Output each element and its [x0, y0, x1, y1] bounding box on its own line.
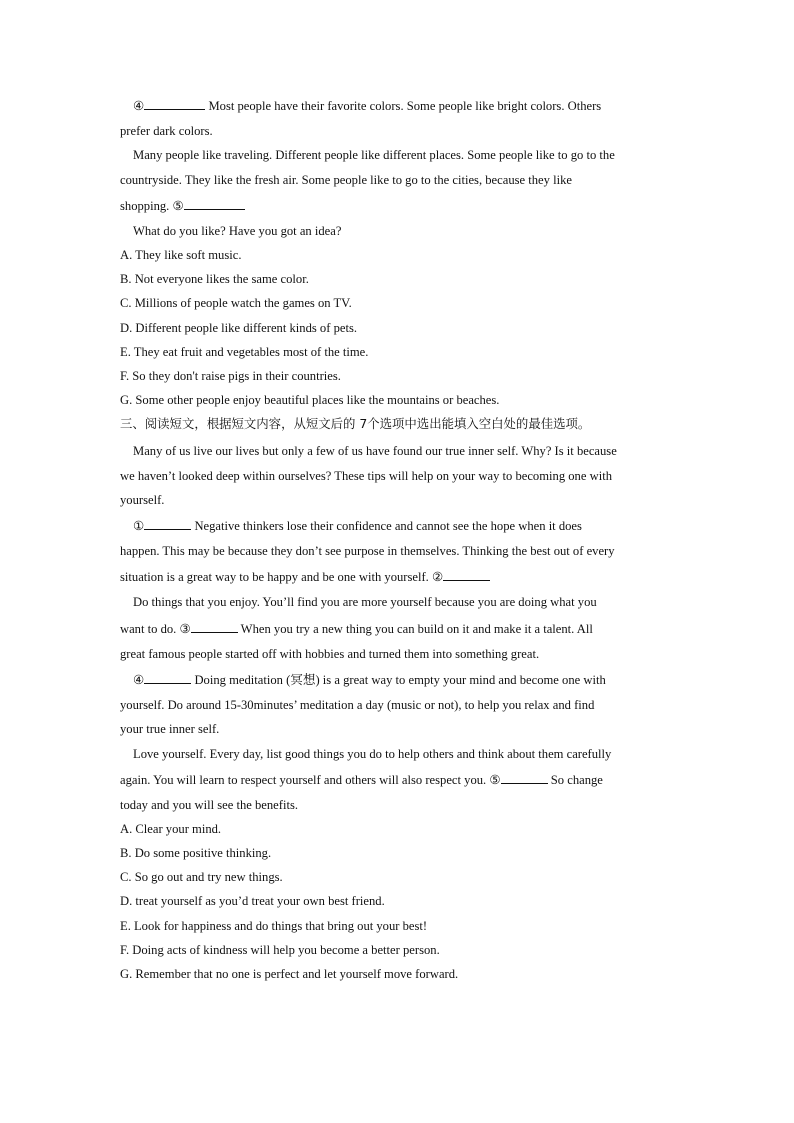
blank-number: ⑤ — [172, 199, 184, 213]
option-item: D. Different people like different kinds of pets. — [120, 321, 357, 335]
passage-line: today and you will see the benefits. — [120, 798, 299, 812]
passage-line: yourself. — [120, 493, 165, 507]
option-item: C. So go out and try new things. — [120, 870, 283, 884]
answer-blank-4[interactable] — [144, 97, 205, 110]
passage-line: great famous people started off with hobbies and turned them into something great. — [120, 647, 540, 661]
line-text: shopping. — [120, 199, 173, 213]
option-item: A. They like soft music. — [120, 248, 242, 262]
blank-number: ④ — [133, 99, 145, 113]
passage-line — [133, 671, 693, 688]
part1-line-2: prefer dark colors. — [120, 124, 213, 138]
answer-blank-2[interactable] — [443, 568, 490, 581]
part1-line-6: What do you like? Have you got an idea? — [133, 224, 342, 238]
part1-line-5 — [120, 197, 680, 214]
passage-line: Many of us live our lives but only a few of us have found our true inner self. Why? Is it because — [133, 444, 617, 458]
option-item: A. Clear your mind. — [120, 822, 222, 836]
passage-line — [120, 771, 680, 788]
option-item: E. They eat fruit and vegetables most of the time. — [120, 345, 369, 359]
option-item: C. Millions of people watch the games on TV. — [120, 296, 352, 310]
line-text: again. You will learn to respect yourself and others will also respect you. — [120, 773, 490, 787]
section-heading: 三、阅读短文，根据短文内容，从短文后的 7个选项中选出能填入空白处的最佳选项。 — [120, 416, 591, 431]
option-item: B. Do some positive thinking. — [120, 846, 272, 860]
line-text: Negative thinkers lose their confidence and cannot see the hope when it does — [191, 519, 582, 533]
part1-line-4: countryside. They like the fresh air. Some people like to go to the cities, because they like — [120, 173, 572, 187]
option-item: D. treat yourself as you’d treat your own best friend. — [120, 894, 385, 908]
line-text: So change — [547, 773, 603, 787]
passage-line: Love yourself. Every day, list good things you do to help others and think about them carefully — [133, 747, 612, 761]
answer-blank-5b[interactable] — [501, 771, 548, 784]
answer-blank-4b[interactable] — [144, 671, 191, 684]
line-text: Doing meditation (冥想) is a great way to empty your mind and become one with — [191, 673, 606, 687]
option-item: G. Remember that no one is perfect and let yourself move forward. — [120, 967, 459, 981]
line-text: Most people have their favorite colors. Some people like bright colors. Others — [205, 99, 602, 113]
passage-line: your true inner self. — [120, 722, 220, 736]
blank-number: ① — [133, 519, 145, 533]
line-text: When you try a new thing you can build on it and make it a talent. All — [237, 622, 593, 636]
passage-line: happen. This may be because they don’t see purpose in themselves. Thinking the best out of every — [120, 544, 615, 558]
answer-blank-5[interactable] — [184, 197, 245, 210]
line-text: want to do. — [120, 622, 180, 636]
option-item: B. Not everyone likes the same color. — [120, 272, 309, 286]
passage-line: yourself. Do around 15-30minutes’ meditation a day (music or not), to help you relax and find — [120, 698, 595, 712]
option-item: G. Some other people enjoy beautiful places like the mountains or beaches. — [120, 393, 500, 407]
passage-line — [120, 620, 680, 637]
option-item: E. Look for happiness and do things that bring out your best! — [120, 919, 428, 933]
answer-blank-1[interactable] — [144, 517, 191, 530]
option-item: F. Doing acts of kindness will help you become a better person. — [120, 943, 440, 957]
blank-number: ② — [431, 570, 444, 584]
blank-number: ⑤ — [489, 773, 501, 787]
option-item: F. So they don't raise pigs in their countries. — [120, 369, 341, 383]
part1-line-1 — [133, 97, 693, 114]
passage-line: we haven’t looked deep within ourselves? These tips will help on your way to becoming one with — [120, 469, 612, 483]
passage-line — [133, 517, 693, 534]
line-text: situation is a great way to be happy and be one with yourself. — [120, 570, 432, 584]
part1-line-3: Many people like traveling. Different people like different places. Some people like to go to the — [133, 148, 615, 162]
passage-line — [120, 568, 680, 585]
blank-number: ④ — [133, 673, 145, 687]
blank-number: ③ — [179, 622, 191, 636]
passage-line: Do things that you enjoy. You’ll find you are more yourself because you are doing what you — [133, 595, 597, 609]
answer-blank-3[interactable] — [191, 620, 238, 633]
